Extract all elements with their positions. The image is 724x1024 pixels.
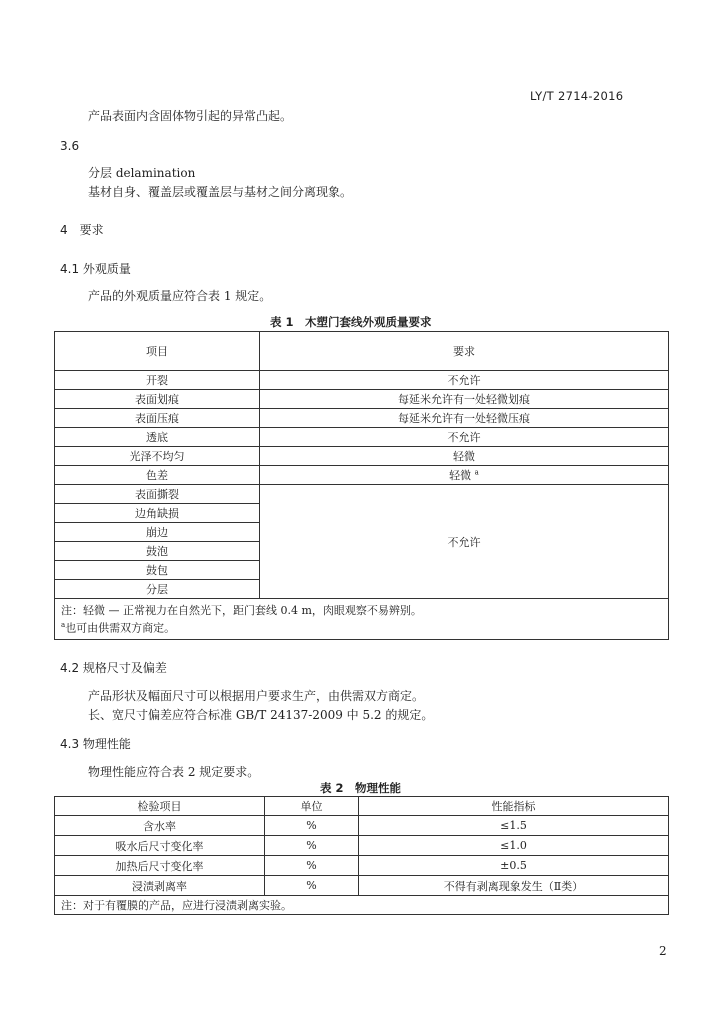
table-row	[55, 485, 669, 504]
table1-note-1: 注：轻微 — 正常视力在自然光下，距门套线 0.4 m，肉眼观察不易辨别。	[61, 603, 422, 617]
table2-spec: 不得有剥离现象发生（Ⅱ类）	[359, 876, 669, 896]
table1-caption: 表 1 木塑门套线外观质量要求	[270, 315, 432, 329]
table1-item: 崩边	[55, 523, 260, 542]
table1-item: 光泽不均匀	[55, 447, 260, 466]
table1-note-2-text: 也可由供需双方商定。	[65, 621, 176, 635]
section-4-3-text: 物理性能应符合表 2 规定要求。	[88, 765, 260, 779]
table2-caption: 表 2 物理性能	[320, 781, 402, 795]
table-row	[55, 390, 669, 409]
table1-req: 不允许	[260, 371, 669, 390]
table2-unit: %	[265, 836, 359, 856]
table-row	[55, 816, 669, 836]
table1-req	[260, 466, 669, 485]
table1-item: 表面划痕	[55, 390, 260, 409]
section-4-3-heading: 4.3 物理性能	[60, 737, 131, 751]
table-row	[55, 856, 669, 876]
section-4-1-heading: 4.1 外观质量	[60, 262, 131, 276]
intro-line: 产品表面内含固体物引起的异常凸起。	[88, 109, 293, 123]
table1-item: 鼓包	[55, 561, 260, 580]
standard-code-header: LY/T 2714-2016	[530, 89, 624, 103]
footnote-marker: a	[474, 468, 479, 477]
table1-req: 每延米允许有一处轻微划痕	[260, 390, 669, 409]
table1-item: 边角缺损	[55, 504, 260, 523]
table1-item: 开裂	[55, 371, 260, 390]
table-row	[55, 447, 669, 466]
table1-header-item: 项目	[55, 332, 260, 371]
table-row	[55, 836, 669, 856]
table2-header-item: 检验项目	[55, 797, 265, 816]
table1-item: 鼓泡	[55, 542, 260, 561]
table2-item: 浸渍剥离率	[55, 876, 265, 896]
table1-req-text: 轻微	[449, 469, 472, 482]
table2-spec: ≤1.5	[359, 816, 669, 836]
table1-item: 色差	[55, 466, 260, 485]
table1-item: 分层	[55, 580, 260, 599]
table-row	[55, 409, 669, 428]
table-row	[55, 371, 669, 390]
table1-req: 每延米允许有一处轻微压痕	[260, 409, 669, 428]
table1-header-req: 要求	[260, 332, 669, 371]
table-row	[55, 466, 669, 485]
table2-header-spec: 性能指标	[359, 797, 669, 816]
table2-spec: ±0.5	[359, 856, 669, 876]
table-row	[55, 428, 669, 447]
clause-number: 3.6	[60, 139, 80, 153]
page-number: 2	[659, 944, 667, 958]
table1-notes	[55, 599, 669, 640]
table1-item: 表面压痕	[55, 409, 260, 428]
table2-header-unit: 单位	[265, 797, 359, 816]
table1-note-2	[61, 618, 668, 636]
table2-unit: %	[265, 856, 359, 876]
appearance-quality-table	[54, 331, 669, 640]
section-4-2-heading: 4.2 规格尺寸及偏差	[60, 661, 167, 675]
table1-item: 透底	[55, 428, 260, 447]
table1-merged-req: 不允许	[260, 485, 669, 599]
table1-req: 不允许	[260, 428, 669, 447]
table2-unit: %	[265, 876, 359, 896]
section-4-heading: 4 要求	[60, 223, 104, 237]
table2-item: 吸水后尺寸变化率	[55, 836, 265, 856]
table2-note: 注：对于有覆膜的产品，应进行浸渍剥离实验。	[55, 896, 669, 915]
section-4-2-line-2: 长、宽尺寸偏差应符合标准 GB/T 24137-2009 中 5.2 的规定。	[88, 708, 434, 722]
table2-item: 加热后尺寸变化率	[55, 856, 265, 876]
term-definition: 基材自身、覆盖层或覆盖层与基材之间分离现象。	[88, 185, 353, 199]
table1-req: 轻微	[260, 447, 669, 466]
table1-item: 表面撕裂	[55, 485, 260, 504]
table2-spec: ≤1.0	[359, 836, 669, 856]
table2-unit: %	[265, 816, 359, 836]
section-4-2-line-1: 产品形状及幅面尺寸可以根据用户要求生产，由供需双方商定。	[88, 689, 425, 703]
table-row	[55, 876, 669, 896]
physical-properties-table	[54, 796, 669, 915]
term-title: 分层 delamination	[88, 166, 196, 180]
table2-item: 含水率	[55, 816, 265, 836]
footnote-marker: a	[61, 620, 66, 629]
section-4-1-text: 产品的外观质量应符合表 1 规定。	[88, 289, 272, 303]
